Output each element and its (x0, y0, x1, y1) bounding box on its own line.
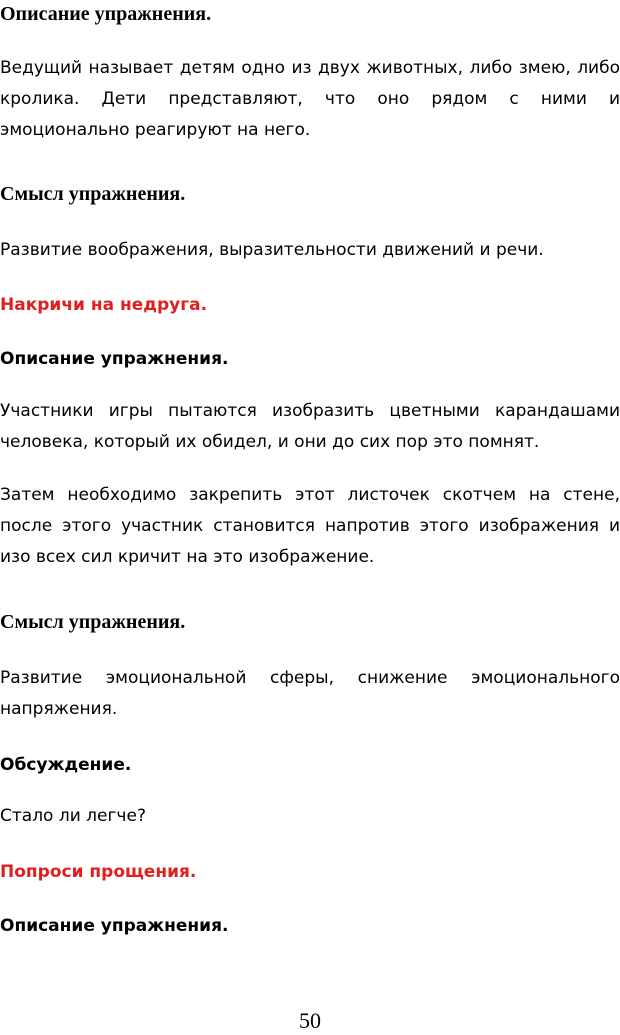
section-heading-description: Описание упражнения. (0, 916, 229, 936)
exercise-title: Попроси прощения. (0, 862, 197, 882)
section-heading-description: Описание упражнения. (0, 3, 212, 25)
paragraph-meaning: Развитие эмоциональной сферы, снижение эмоционального напряжения. (0, 668, 620, 719)
paragraph-description: Затем необходимо закрепить этот листочек скотчем на стене, после этого участник становится напротив этого изображения и изо всех сил кричит на это изображение. (0, 485, 620, 567)
exercise-title: Накричи на недруга. (0, 295, 208, 315)
paragraph-description: Ведущий называет детям одно из двух животных, либо змею, либо кролика. Дети представляют, что оно рядом с ними и эмоционально реагируют на него. (0, 58, 620, 140)
page-number: 50 (299, 1008, 321, 1033)
section-heading-meaning: Смысл упражнения. (0, 611, 186, 633)
paragraph-meaning: Развитие воображения, выразительности движений и речи. (0, 240, 544, 260)
paragraph-discussion: Стало ли легче? (0, 806, 146, 826)
section-heading-discussion: Обсуждение. (0, 755, 132, 775)
section-heading-description: Описание упражнения. (0, 349, 229, 369)
section-heading-meaning: Смысл упражнения. (0, 183, 186, 205)
paragraph-description: Участники игры пытаются изобразить цветными карандашами человека, который их обидел, и они до сих пор это помнят. (0, 401, 620, 452)
